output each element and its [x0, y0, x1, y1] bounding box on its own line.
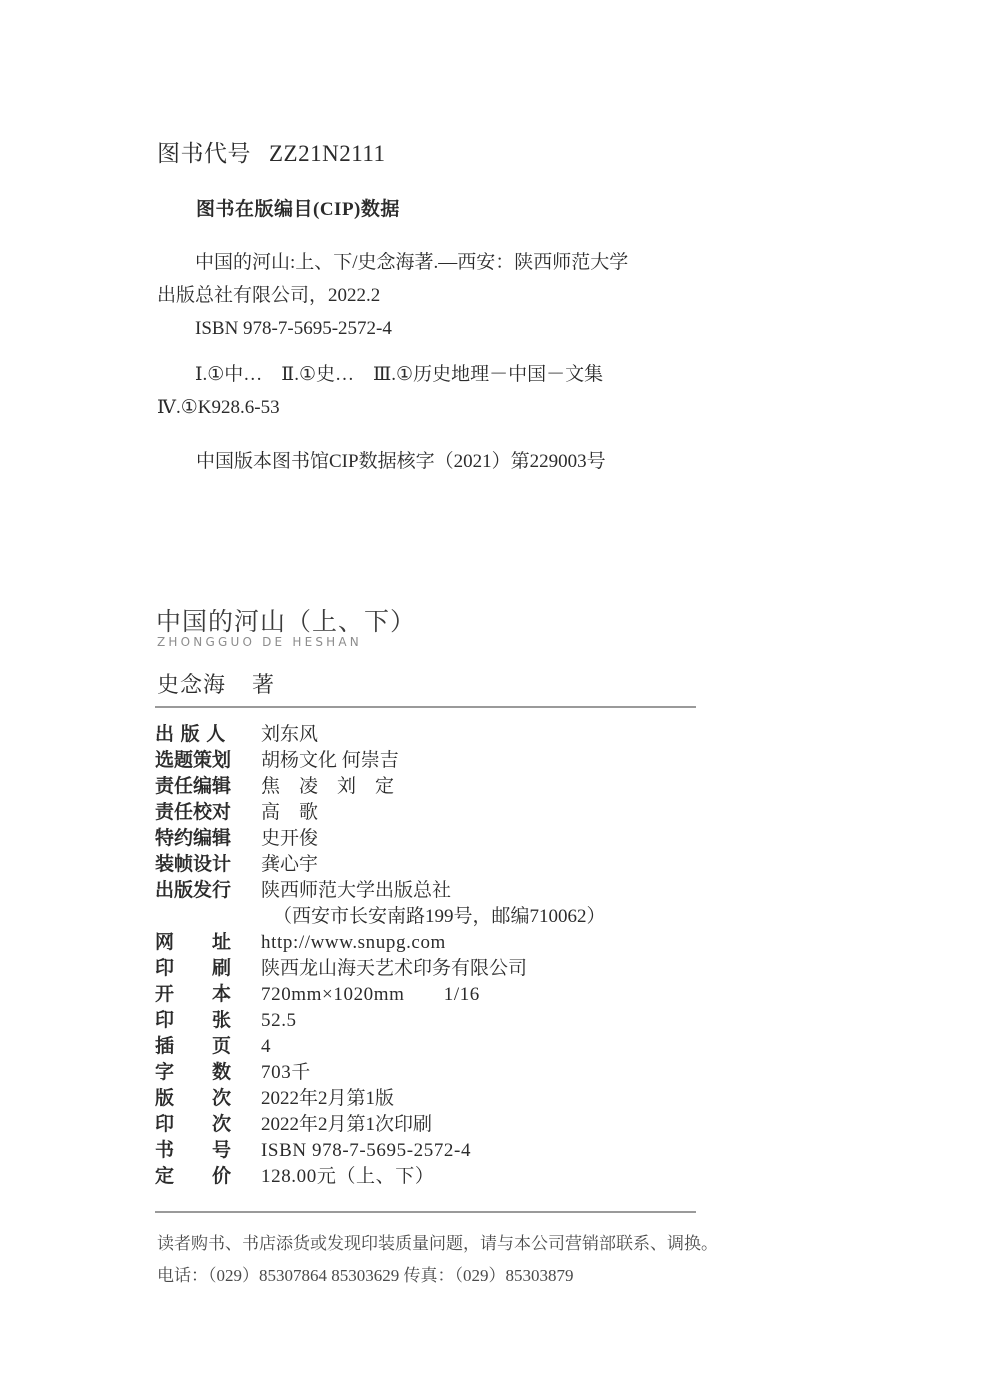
credit-label: 版 次	[155, 1087, 232, 1109]
notice-line-1: 读者购书、书店添货或发现印装质量问题，请与本公司营销部联系、调换。	[157, 1234, 718, 1253]
credit-label: 印 刷	[155, 957, 232, 979]
credit-label: 印 次	[155, 1113, 232, 1135]
credit-row	[155, 953, 715, 979]
cip-line-2: 出版总社有限公司，2022.2	[157, 285, 381, 306]
credit-row	[155, 823, 715, 849]
credit-value: 高 歌	[261, 802, 319, 823]
credit-value: 刘东风	[261, 724, 319, 745]
credit-value: 2022年2月第1版	[261, 1088, 395, 1109]
cip-class-line-2: Ⅳ.①K928.6-53	[157, 397, 280, 418]
credit-value: ISBN 978-7-5695-2572-4	[261, 1140, 472, 1161]
credit-label: 书 号	[155, 1139, 232, 1161]
credit-row	[155, 719, 715, 745]
credit-value: 陕西龙山海天艺术印务有限公司	[261, 958, 528, 979]
credit-value: 720mm×1020mm 1/16	[261, 984, 480, 1005]
credit-label: 责任编辑	[155, 775, 232, 797]
credit-row	[155, 1109, 715, 1135]
credit-label: 插 页	[155, 1035, 232, 1057]
credit-label: 字 数	[155, 1061, 232, 1083]
credit-value: 128.00元（上、下）	[261, 1166, 435, 1187]
credit-value: （西安市长安南路199号，邮编710062）	[273, 906, 606, 927]
credit-label: 装帧设计	[155, 853, 232, 875]
cip-body	[157, 246, 717, 345]
credit-row	[155, 1161, 715, 1187]
credit-row	[155, 875, 715, 901]
credit-label: 特约编辑	[155, 827, 232, 849]
divider-bottom	[155, 1211, 696, 1213]
credit-row	[155, 771, 715, 797]
credit-label: 责任校对	[155, 801, 232, 823]
credit-value: http://www.snupg.com	[261, 932, 446, 953]
cip-class-line-1: Ⅰ.①中… Ⅱ.①史… Ⅲ.①历史地理－中国－文集	[195, 364, 604, 385]
credit-row	[155, 1005, 715, 1031]
cip-heading: 图书在版编目(CIP)数据	[196, 199, 400, 220]
book-code	[157, 135, 386, 168]
credit-row	[155, 745, 715, 771]
credit-label: 网 址	[155, 931, 232, 953]
credit-row	[155, 979, 715, 1005]
credit-value: 703千	[261, 1062, 311, 1083]
footer-notice	[157, 1228, 757, 1292]
divider-top	[155, 706, 696, 708]
credit-label: 印 张	[155, 1009, 232, 1031]
book-code-label: 图书代号	[157, 141, 251, 166]
credit-row	[155, 849, 715, 875]
credit-row	[155, 901, 715, 927]
credit-value: 陕西师范大学出版总社	[261, 880, 452, 901]
author-name: 史念海	[157, 672, 227, 697]
cip-classification	[157, 358, 717, 424]
credit-label: 开 本	[155, 983, 232, 1005]
author-line	[157, 668, 275, 699]
credit-value: 2022年2月第1次印刷	[261, 1114, 433, 1135]
credit-row	[155, 1135, 715, 1161]
credit-label: 出版发行	[155, 879, 232, 901]
credit-value: 史开俊	[261, 828, 319, 849]
author-role: 著	[252, 672, 276, 697]
credit-row	[155, 1083, 715, 1109]
credit-label: 定 价	[155, 1165, 232, 1187]
credit-value: 52.5	[261, 1010, 297, 1031]
credit-value: 4	[261, 1036, 272, 1057]
credit-value: 龚心宇	[261, 854, 319, 875]
credit-row	[155, 797, 715, 823]
credit-row	[155, 1057, 715, 1083]
credit-label: 出 版 人	[155, 723, 226, 745]
page-title: 中国的河山（上、下）	[156, 607, 417, 636]
cip-line-1: 中国的河山:上、下/史念海著.—西安：陕西师范大学	[195, 252, 629, 273]
cip-isbn-line: ISBN 978-7-5695-2572-4	[195, 318, 392, 339]
title-pinyin: ZHONGGUO DE HESHAN	[157, 635, 362, 649]
credit-value: 焦 凌 刘 定	[261, 776, 395, 797]
book-code-value: ZZ21N2111	[269, 141, 386, 166]
credit-row	[155, 927, 715, 953]
credits-table	[155, 719, 715, 1187]
credit-row	[155, 1031, 715, 1057]
credit-label: 选题策划	[155, 749, 232, 771]
notice-line-2: 电话：（029）85307864 85303629 传真：（029）85303879	[157, 1266, 574, 1285]
cip-record-number: 中国版本图书馆CIP数据核字（2021）第229003号	[196, 451, 606, 472]
credit-value: 胡杨文化 何崇吉	[261, 750, 399, 771]
